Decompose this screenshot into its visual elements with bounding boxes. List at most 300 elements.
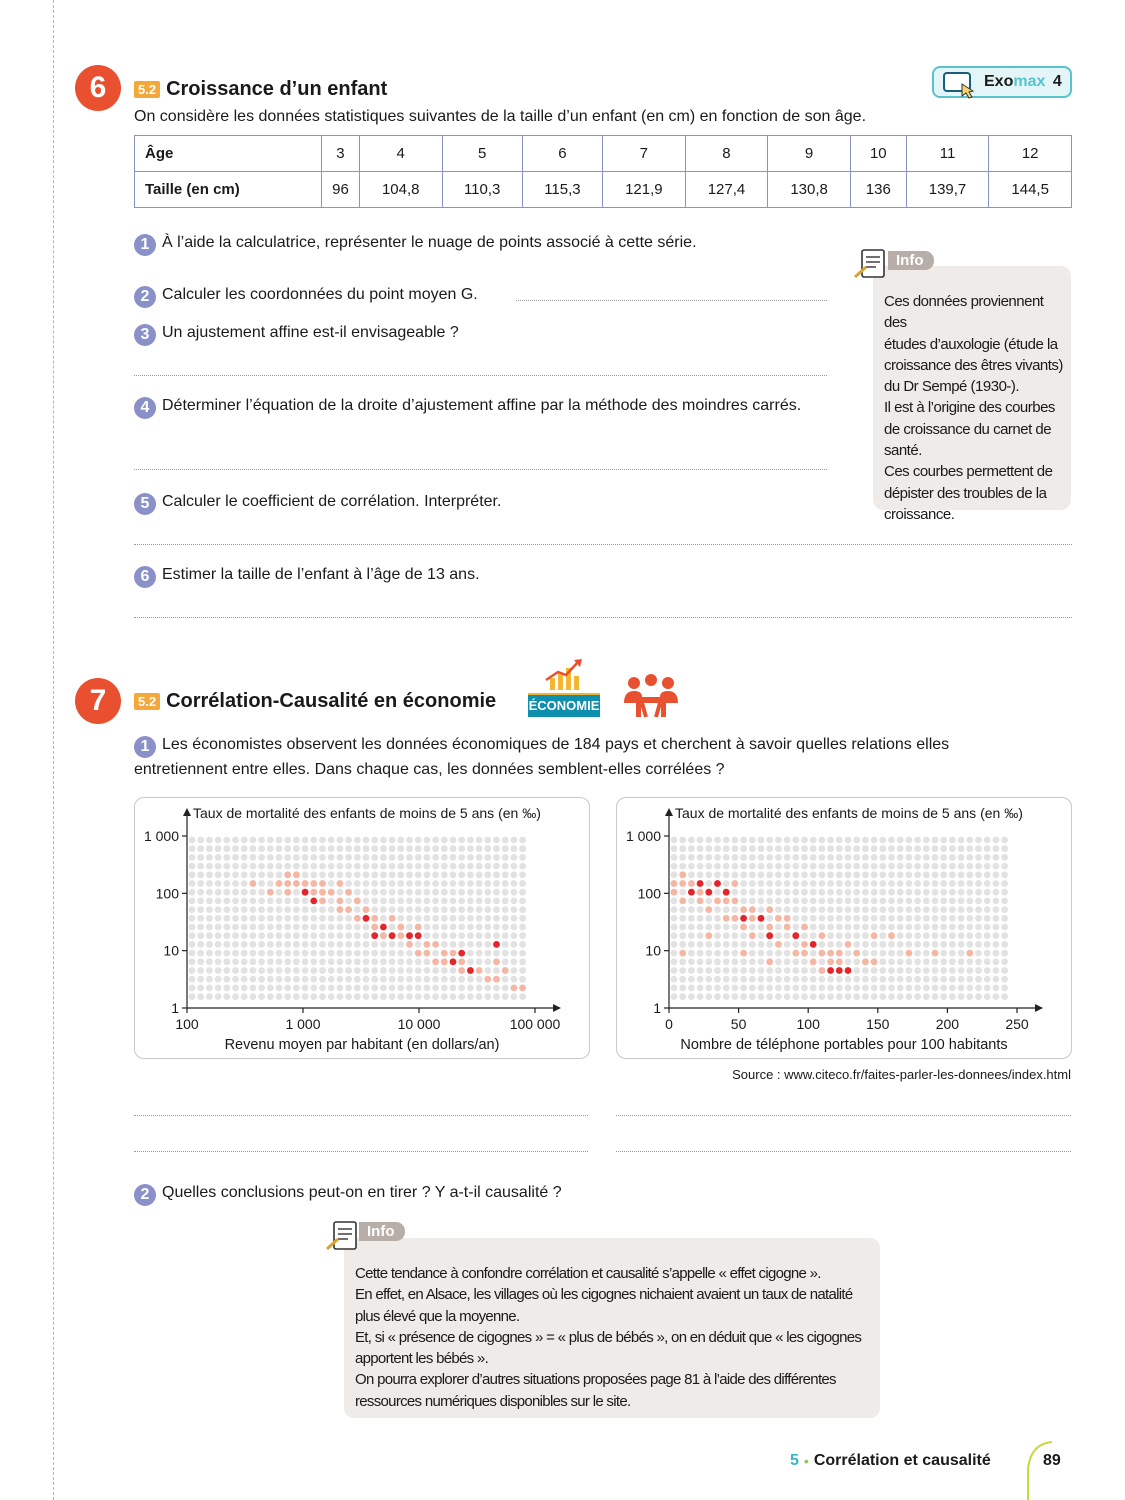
grid-dot xyxy=(328,863,335,870)
grid-dot xyxy=(775,863,782,870)
grid-dot xyxy=(940,985,947,992)
grid-dot xyxy=(766,863,773,870)
table-cell: 8 xyxy=(685,136,768,172)
grid-dot xyxy=(845,976,852,983)
grid-dot xyxy=(511,950,518,957)
grid-dot xyxy=(484,985,491,992)
grid-dot xyxy=(389,958,396,965)
grid-dot xyxy=(836,880,843,887)
grid-dot xyxy=(319,837,326,844)
grid-dot xyxy=(215,854,222,861)
info-label-7: Info xyxy=(359,1222,405,1241)
data-point xyxy=(345,906,352,913)
grid-dot xyxy=(975,845,982,852)
grid-dot xyxy=(949,932,956,939)
grid-dot xyxy=(810,906,817,913)
question-text: À l’aide la calculatrice, représenter le nuage de points associé à cette série. xyxy=(162,234,697,251)
answer-line[interactable] xyxy=(134,544,1072,545)
grid-dot xyxy=(328,993,335,1000)
grid-dot xyxy=(241,854,248,861)
grid-dot xyxy=(749,924,756,931)
grid-dot xyxy=(241,880,248,887)
grid-dot xyxy=(792,845,799,852)
grid-dot xyxy=(705,898,712,905)
grid-dot xyxy=(276,924,283,931)
grid-dot xyxy=(714,958,721,965)
grid-dot xyxy=(853,993,860,1000)
grid-dot xyxy=(441,898,448,905)
grid-dot xyxy=(897,906,904,913)
grid-dot xyxy=(923,967,930,974)
grid-dot xyxy=(380,837,387,844)
grid-dot xyxy=(397,845,404,852)
grid-dot xyxy=(932,854,939,861)
grid-dot xyxy=(458,898,465,905)
grid-dot xyxy=(949,967,956,974)
grid-dot xyxy=(284,967,291,974)
grid-dot xyxy=(871,854,878,861)
data-point xyxy=(775,915,782,922)
grid-dot xyxy=(276,958,283,965)
grid-dot xyxy=(984,976,991,983)
grid-dot xyxy=(380,863,387,870)
grid-dot xyxy=(949,993,956,1000)
exomax-button[interactable] xyxy=(932,66,1072,98)
grid-dot xyxy=(363,854,370,861)
grid-dot xyxy=(853,958,860,965)
grid-dot xyxy=(993,845,1000,852)
info-line: Ces courbes permettent de xyxy=(884,463,1053,481)
grid-dot xyxy=(363,950,370,957)
grid-dot xyxy=(363,837,370,844)
data-point xyxy=(406,941,413,948)
grid-dot xyxy=(467,985,474,992)
grid-dot xyxy=(897,967,904,974)
data-point xyxy=(827,958,834,965)
grid-dot xyxy=(215,871,222,878)
answer-line[interactable] xyxy=(134,375,827,376)
grid-dot xyxy=(371,871,378,878)
grid-dot xyxy=(397,985,404,992)
data-point xyxy=(836,950,843,957)
grid-dot xyxy=(380,993,387,1000)
grid-dot xyxy=(450,915,457,922)
table-cell: 115,3 xyxy=(522,172,602,208)
grid-dot xyxy=(836,871,843,878)
data-point xyxy=(775,941,782,948)
grid-dot xyxy=(502,976,509,983)
grid-dot xyxy=(1001,906,1008,913)
grid-dot xyxy=(328,941,335,948)
grid-dot xyxy=(310,985,317,992)
grid-dot xyxy=(502,915,509,922)
grid-dot xyxy=(232,854,239,861)
grid-dot xyxy=(906,932,913,939)
grid-dot xyxy=(519,993,526,1000)
grid-dot xyxy=(293,993,300,1000)
grid-dot xyxy=(879,880,886,887)
grid-dot xyxy=(197,985,204,992)
grid-dot xyxy=(819,976,826,983)
grid-dot xyxy=(189,863,196,870)
grid-dot xyxy=(302,906,309,913)
grid-dot xyxy=(836,837,843,844)
grid-dot xyxy=(441,993,448,1000)
question-7-1 xyxy=(134,733,1044,781)
grid-dot xyxy=(354,889,361,896)
grid-dot xyxy=(389,976,396,983)
grid-dot xyxy=(189,898,196,905)
grid-dot xyxy=(302,985,309,992)
grid-dot xyxy=(389,941,396,948)
data-point xyxy=(862,958,869,965)
grid-dot xyxy=(958,871,965,878)
grid-dot xyxy=(363,898,370,905)
data-table xyxy=(134,135,1072,208)
x-tick-label: 0 xyxy=(665,1016,673,1032)
grid-dot xyxy=(923,889,930,896)
grid-dot xyxy=(879,985,886,992)
grid-dot xyxy=(293,950,300,957)
grid-dot xyxy=(389,837,396,844)
data-point xyxy=(310,880,317,887)
grid-dot xyxy=(345,932,352,939)
data-point xyxy=(458,967,465,974)
grid-dot xyxy=(502,941,509,948)
grid-dot xyxy=(232,880,239,887)
grid-dot xyxy=(697,845,704,852)
grid-dot xyxy=(519,915,526,922)
grid-dot xyxy=(975,976,982,983)
data-point xyxy=(337,906,344,913)
question-text: Les économistes observent les données économiques de 184 pays et cherchent à savoir quelles relations elles entretiennent entre elles. Dans chaque cas, les données semblent-elles corrélées ? xyxy=(134,736,950,778)
grid-dot xyxy=(836,915,843,922)
grid-dot xyxy=(258,967,265,974)
grid-dot xyxy=(810,993,817,1000)
answer-line[interactable] xyxy=(134,617,1072,618)
grid-dot xyxy=(810,950,817,957)
table-cell: 4 xyxy=(359,136,442,172)
grid-dot xyxy=(862,976,869,983)
grid-dot xyxy=(906,967,913,974)
grid-dot xyxy=(784,889,791,896)
grid-dot xyxy=(293,967,300,974)
grid-dot xyxy=(223,950,230,957)
grid-dot xyxy=(801,889,808,896)
grid-dot xyxy=(284,993,291,1000)
data-point-highlight xyxy=(740,915,747,922)
grid-dot xyxy=(476,837,483,844)
grid-dot xyxy=(223,871,230,878)
table-cell: 136 xyxy=(850,172,906,208)
answer-line[interactable] xyxy=(134,1151,588,1152)
grid-dot xyxy=(758,950,765,957)
grid-dot xyxy=(801,906,808,913)
grid-dot xyxy=(232,932,239,939)
grid-dot xyxy=(319,863,326,870)
grid-dot xyxy=(679,976,686,983)
grid-dot xyxy=(723,854,730,861)
grid-dot xyxy=(993,924,1000,931)
grid-dot xyxy=(923,924,930,931)
grid-dot xyxy=(984,993,991,1000)
x-axis-label: Revenu moyen par habitant (en dollars/an) xyxy=(224,1037,500,1053)
grid-dot xyxy=(493,863,500,870)
grid-dot xyxy=(424,967,431,974)
scatter-chart-phones xyxy=(617,798,1071,1058)
grid-dot xyxy=(511,915,518,922)
grid-dot xyxy=(250,863,257,870)
grid-dot xyxy=(232,993,239,1000)
data-point xyxy=(801,950,808,957)
data-point xyxy=(732,898,739,905)
grid-dot xyxy=(415,854,422,861)
grid-dot xyxy=(749,871,756,878)
grid-dot xyxy=(949,924,956,931)
grid-dot xyxy=(966,889,973,896)
grid-dot xyxy=(197,932,204,939)
grid-dot xyxy=(914,863,921,870)
data-point-highlight xyxy=(406,932,413,939)
grid-dot xyxy=(511,941,518,948)
grid-dot xyxy=(432,915,439,922)
grid-dot xyxy=(197,967,204,974)
grid-dot xyxy=(276,863,283,870)
grid-dot xyxy=(993,854,1000,861)
grid-dot xyxy=(328,915,335,922)
grid-dot xyxy=(276,976,283,983)
question-number: 5 xyxy=(134,493,156,515)
grid-dot xyxy=(940,889,947,896)
grid-dot xyxy=(749,880,756,887)
grid-dot xyxy=(766,985,773,992)
grid-dot xyxy=(993,958,1000,965)
grid-dot xyxy=(206,880,213,887)
grid-dot xyxy=(966,993,973,1000)
grid-dot xyxy=(740,880,747,887)
grid-dot xyxy=(432,871,439,878)
grid-dot xyxy=(354,950,361,957)
info-line: Et, si « présence de cigognes » = « plus de bébés », on en déduit que « les cigognes xyxy=(355,1328,862,1346)
grid-dot xyxy=(519,958,526,965)
scroll-note-icon xyxy=(324,1219,364,1255)
grid-dot xyxy=(749,863,756,870)
grid-dot xyxy=(189,906,196,913)
grid-dot xyxy=(723,958,730,965)
grid-dot xyxy=(819,941,826,948)
grid-dot xyxy=(406,985,413,992)
grid-dot xyxy=(450,932,457,939)
grid-dot xyxy=(932,924,939,931)
grid-dot xyxy=(871,837,878,844)
grid-dot xyxy=(888,967,895,974)
grid-dot xyxy=(397,967,404,974)
grid-dot xyxy=(932,906,939,913)
grid-dot xyxy=(914,985,921,992)
grid-dot xyxy=(732,941,739,948)
grid-dot xyxy=(258,985,265,992)
grid-dot xyxy=(189,967,196,974)
data-point xyxy=(749,932,756,939)
grid-dot xyxy=(914,880,921,887)
grid-dot xyxy=(697,915,704,922)
grid-dot xyxy=(888,993,895,1000)
grid-dot xyxy=(897,837,904,844)
grid-dot xyxy=(958,924,965,931)
grid-dot xyxy=(310,845,317,852)
data-point xyxy=(397,932,404,939)
grid-dot xyxy=(223,880,230,887)
grid-dot xyxy=(406,993,413,1000)
grid-dot xyxy=(827,941,834,948)
grid-dot xyxy=(888,854,895,861)
grid-dot xyxy=(215,924,222,931)
grid-dot xyxy=(688,976,695,983)
data-point xyxy=(250,880,257,887)
grid-dot xyxy=(502,924,509,931)
grid-dot xyxy=(380,941,387,948)
table-header-age: Âge xyxy=(135,136,322,172)
grid-dot xyxy=(267,863,274,870)
grid-dot xyxy=(415,906,422,913)
grid-dot xyxy=(766,967,773,974)
grid-dot xyxy=(476,950,483,957)
grid-dot xyxy=(914,854,921,861)
grid-dot xyxy=(766,854,773,861)
grid-dot xyxy=(267,985,274,992)
grid-dot xyxy=(897,985,904,992)
grid-dot xyxy=(476,932,483,939)
grid-dot xyxy=(354,924,361,931)
grid-dot xyxy=(871,880,878,887)
data-point xyxy=(502,967,509,974)
grid-dot xyxy=(923,880,930,887)
grid-dot xyxy=(337,976,344,983)
data-point xyxy=(871,958,878,965)
grid-dot xyxy=(441,915,448,922)
grid-dot xyxy=(250,854,257,861)
grid-dot xyxy=(197,976,204,983)
grid-dot xyxy=(993,976,1000,983)
data-point xyxy=(792,950,799,957)
grid-dot xyxy=(424,958,431,965)
x-tick-label: 10 000 xyxy=(397,1016,441,1032)
grid-dot xyxy=(758,932,765,939)
grid-dot xyxy=(206,924,213,931)
grid-dot xyxy=(476,889,483,896)
grid-dot xyxy=(484,958,491,965)
grid-dot xyxy=(949,985,956,992)
grid-dot xyxy=(397,993,404,1000)
grid-dot xyxy=(432,863,439,870)
grid-dot xyxy=(511,967,518,974)
grid-dot xyxy=(732,854,739,861)
grid-dot xyxy=(688,958,695,965)
data-point xyxy=(705,932,712,939)
table-header-height: Taille (en cm) xyxy=(135,172,322,208)
answer-line[interactable] xyxy=(616,1151,1071,1152)
grid-dot xyxy=(250,915,257,922)
answer-line[interactable] xyxy=(134,469,827,470)
data-point xyxy=(493,958,500,965)
grid-dot xyxy=(458,880,465,887)
grid-dot xyxy=(949,906,956,913)
grid-dot xyxy=(267,915,274,922)
grid-dot xyxy=(836,906,843,913)
grid-dot xyxy=(345,976,352,983)
grid-dot xyxy=(949,863,956,870)
grid-dot xyxy=(215,898,222,905)
grid-dot xyxy=(319,976,326,983)
grid-dot xyxy=(476,958,483,965)
data-point xyxy=(714,898,721,905)
grid-dot xyxy=(862,932,869,939)
grid-dot xyxy=(302,993,309,1000)
grid-dot xyxy=(397,976,404,983)
grid-dot xyxy=(697,941,704,948)
grid-dot xyxy=(345,958,352,965)
grid-dot xyxy=(966,941,973,948)
grid-dot xyxy=(975,932,982,939)
grid-dot xyxy=(827,871,834,878)
grid-dot xyxy=(467,898,474,905)
grid-dot xyxy=(241,889,248,896)
grid-dot xyxy=(984,837,991,844)
grid-dot xyxy=(984,863,991,870)
data-point-highlight xyxy=(450,958,457,965)
grid-dot xyxy=(792,958,799,965)
answer-line[interactable] xyxy=(134,1115,588,1116)
grid-dot xyxy=(940,906,947,913)
grid-dot xyxy=(206,985,213,992)
grid-dot xyxy=(223,967,230,974)
grid-dot xyxy=(215,845,222,852)
grid-dot xyxy=(845,845,852,852)
answer-line[interactable] xyxy=(616,1115,1071,1116)
grid-dot xyxy=(354,941,361,948)
grid-dot xyxy=(940,967,947,974)
grid-dot xyxy=(671,924,678,931)
grid-dot xyxy=(493,915,500,922)
answer-line[interactable] xyxy=(516,300,827,301)
data-point xyxy=(337,880,344,887)
grid-dot xyxy=(906,941,913,948)
grid-dot xyxy=(749,898,756,905)
grid-dot xyxy=(993,985,1000,992)
grid-dot xyxy=(975,889,982,896)
grid-dot xyxy=(940,871,947,878)
grid-dot xyxy=(467,915,474,922)
grid-dot xyxy=(197,906,204,913)
grid-dot xyxy=(302,967,309,974)
grid-dot xyxy=(845,863,852,870)
grid-dot xyxy=(258,898,265,905)
margin-line xyxy=(53,0,54,1500)
grid-dot xyxy=(484,845,491,852)
grid-dot xyxy=(740,871,747,878)
grid-dot xyxy=(888,958,895,965)
grid-dot xyxy=(406,837,413,844)
grid-dot xyxy=(319,924,326,931)
grid-dot xyxy=(319,845,326,852)
grid-dot xyxy=(189,976,196,983)
grid-dot xyxy=(432,932,439,939)
grid-dot xyxy=(267,837,274,844)
grid-dot xyxy=(688,924,695,931)
grid-dot xyxy=(258,863,265,870)
grid-dot xyxy=(958,854,965,861)
grid-dot xyxy=(723,863,730,870)
